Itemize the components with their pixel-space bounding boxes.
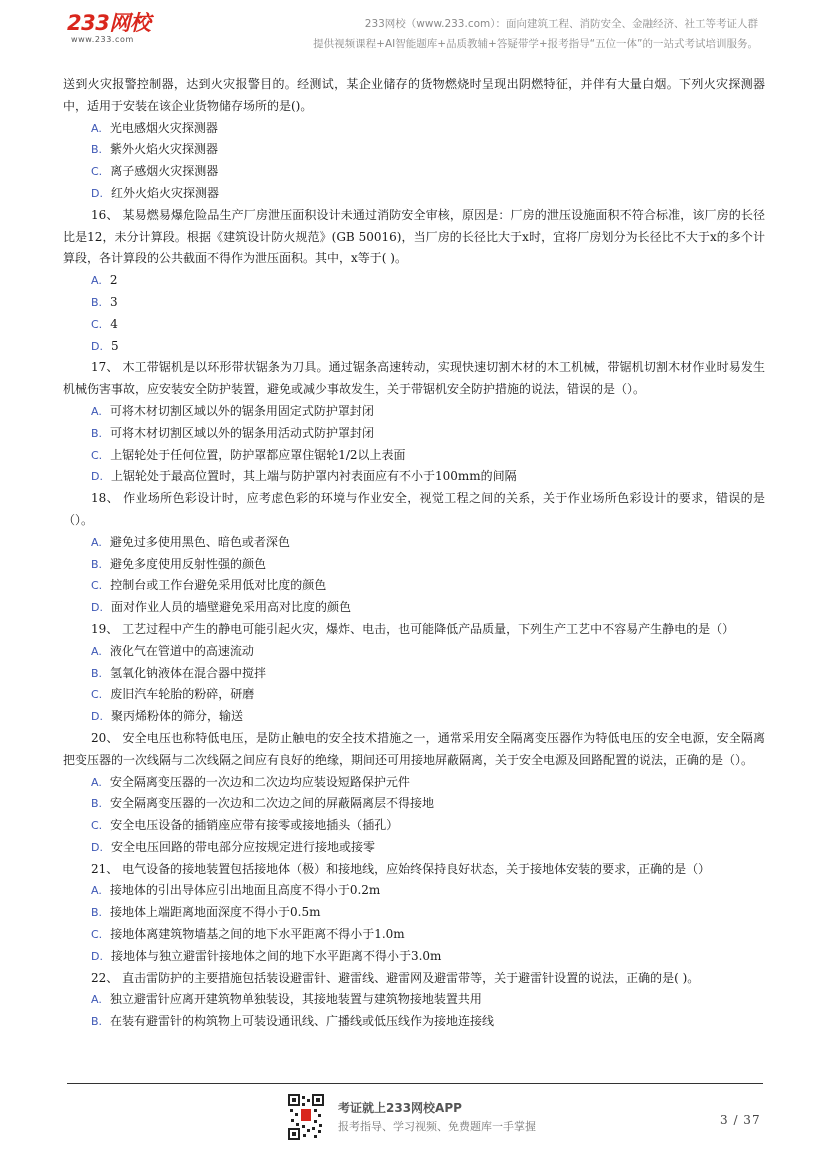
option-a: A. 液化气在管道中的高速流动 [91, 643, 254, 658]
option-b: B. 氢氧化钠液体在混合器中搅拌 [91, 665, 267, 680]
option-d: D. 面对作业人员的墙壁避免采用高对比度的颜色 [91, 600, 351, 615]
option-a: A. 光电感烟火灾探测器 [91, 120, 218, 135]
option-c: C. 4 [91, 316, 118, 331]
slogan-line-2: 提供视频课程+AI智能题库+品质教辅+答疑带学+报考指导“五位一体”的一站式考试培训服务。 [313, 38, 758, 50]
question-20 [63, 728, 765, 859]
option-b: B. 接地体上端距离地面深度不得小于0.5m [91, 905, 321, 920]
slogan-line-1: 233网校（www.233.com）：面向建筑工程、消防安全、金融经济、社工等考证人群 [364, 18, 758, 30]
footer-divider [67, 1083, 763, 1084]
option-b: B. 紫外火焰火灾探测器 [91, 142, 219, 157]
option-c: C. 安全电压设备的插销座应带有接零或接地插头（插孔） [91, 818, 399, 833]
question-text: 18、 作业场所色彩设计时，应考虑色彩的环境与作业安全，视觉工程之间的关系，关于作业场所色彩设计的要求，错误的是（）。 [63, 491, 765, 527]
qr-code-icon [288, 1094, 324, 1140]
option-b: B. 3 [91, 294, 118, 309]
option-d: D. 红外火焰火灾探测器 [91, 185, 219, 200]
option-c: C. 控制台或工作台避免采用低对比度的颜色 [91, 578, 327, 593]
site-logo[interactable] [67, 12, 162, 48]
option-c: C. 上锯轮处于任何位置，防护罩都应罩住锯轮1/2以上表面 [91, 447, 406, 462]
question-text: 19、 工艺过程中产生的静电可能引起火灾，爆炸、电击，也可能降低产品质量，下列生产工艺中不容易产生静电的是（） [91, 621, 735, 636]
logo-url: www.233.com [71, 35, 134, 44]
option-d: D. 接地体与独立避雷针接地体之间的地下水平距离不得小于3.0m [91, 948, 442, 963]
option-a: A. 可将木材切割区域以外的锯条用固定式防护罩封闭 [91, 403, 374, 418]
app-title: 考证就上233网校APP [338, 1101, 462, 1115]
question-16 [63, 205, 765, 358]
question-text: 20、 安全电压也称特低电压，是防止触电的安全技术措施之一，通常采用安全隔离变压器作为特低电压的安全电源，安全隔离把变压器的一次线隔与二次线隔之间应有良好的绝缘，期间还可用接地屏蔽隔离，关于安全电源及回路配置的说法，正确的是（）。 [63, 730, 765, 767]
app-promo [338, 1100, 536, 1138]
question-text: 22、 直击雷防护的主要措施包括装设避雷针、避雷线、避雷网及避雷带等，关于避雷针设置的说法，正确的是( )。 [91, 970, 700, 985]
question-18 [63, 488, 765, 619]
option-b: B. 在装有避雷针的构筑物上可装设通讯线、广播线或低压线作为接地连接线 [91, 1014, 495, 1029]
question-text: 21、 电气设备的接地装置包括接地体（极）和接地线，应始终保持良好状态，关于接地体安装的要求，正确的是（） [91, 861, 711, 876]
header-slogan [288, 14, 758, 54]
option-b: B. 可将木材切割区域以外的锯条用活动式防护罩封闭 [91, 425, 375, 440]
option-c: C. 废旧汽车轮胎的粉碎，研磨 [91, 687, 255, 702]
document-body [63, 74, 765, 1033]
question-text: 17、 木工带锯机是以环形带状锯条为刀具。通过锯条高速转动，实现快速切割木材的木工机械，带锯机切割木材作业时易发生机械伤害事故，应安装安全防护装置，避免或减少事故发生，关于带锯机安全防护措施的说法，错误的是（）。 [63, 360, 765, 397]
option-d: D. 安全电压回路的带电部分应按规定进行接地或接零 [91, 839, 375, 854]
question-text: 16、 某易燃易爆危险品生产厂房泄压面积设计未通过消防安全审核，原因是：厂房的泄压设施面积不符合标准，该厂房的长径比是12，未分计算段。根据《建筑设计防火规范》(GB 50016)，当厂房的长径比大于x时，宜将厂房划分为长径比不大于x的多个计算段，各计算段的公共截面不得作为泄压面积。其中，x等于( )。 [63, 207, 765, 266]
option-a: A. 2 [91, 273, 118, 288]
question-17 [63, 357, 765, 488]
option-a: A. 接地体的引出导体应引出地面且高度不得小于0.2m [91, 883, 381, 898]
app-subtitle: 报考指导、学习视频、免费题库一手掌握 [338, 1120, 536, 1133]
question-22 [63, 968, 765, 1033]
option-c: C. 接地体离建筑物墙基之间的地下水平距离不得小于1.0m [91, 927, 405, 942]
option-b: B. 安全隔离变压器的一次边和二次边之间的屏蔽隔离层不得接地 [91, 796, 435, 811]
option-d: D. 5 [91, 338, 119, 353]
option-c: C. 离子感烟火灾探测器 [91, 164, 219, 179]
page-header [0, 0, 830, 60]
logo-text: 233网校 [67, 11, 151, 35]
option-a: A. 安全隔离变压器的一次边和二次边均应装设短路保护元件 [91, 774, 410, 789]
question-19 [63, 619, 765, 728]
option-d: D. 聚丙烯粉体的筛分，输送 [91, 709, 243, 724]
page-number: 3 / 37 [720, 1113, 761, 1127]
question-21 [63, 859, 765, 968]
option-b: B. 避免多度使用反射性强的颜色 [91, 556, 267, 571]
option-a: A. 独立避雷针应离开建筑物单独装设，其接地装置与建筑物接地装置共用 [91, 992, 482, 1007]
intro-options [63, 118, 765, 205]
option-a: A. 避免过多使用黑色、暗色或者深色 [91, 534, 290, 549]
question-continuation: 送到火灾报警控制器，达到火灾报警目的。经测试，某企业储存的货物燃烧时呈现出阴燃特征，并伴有大量白烟。下列火灾探测器中，适用于安装在该企业货物储存场所的是()。 [63, 77, 765, 113]
option-d: D. 上锯轮处于最高位置时，其上端与防护罩内衬表面应有不小于100mm的间隔 [91, 469, 517, 484]
